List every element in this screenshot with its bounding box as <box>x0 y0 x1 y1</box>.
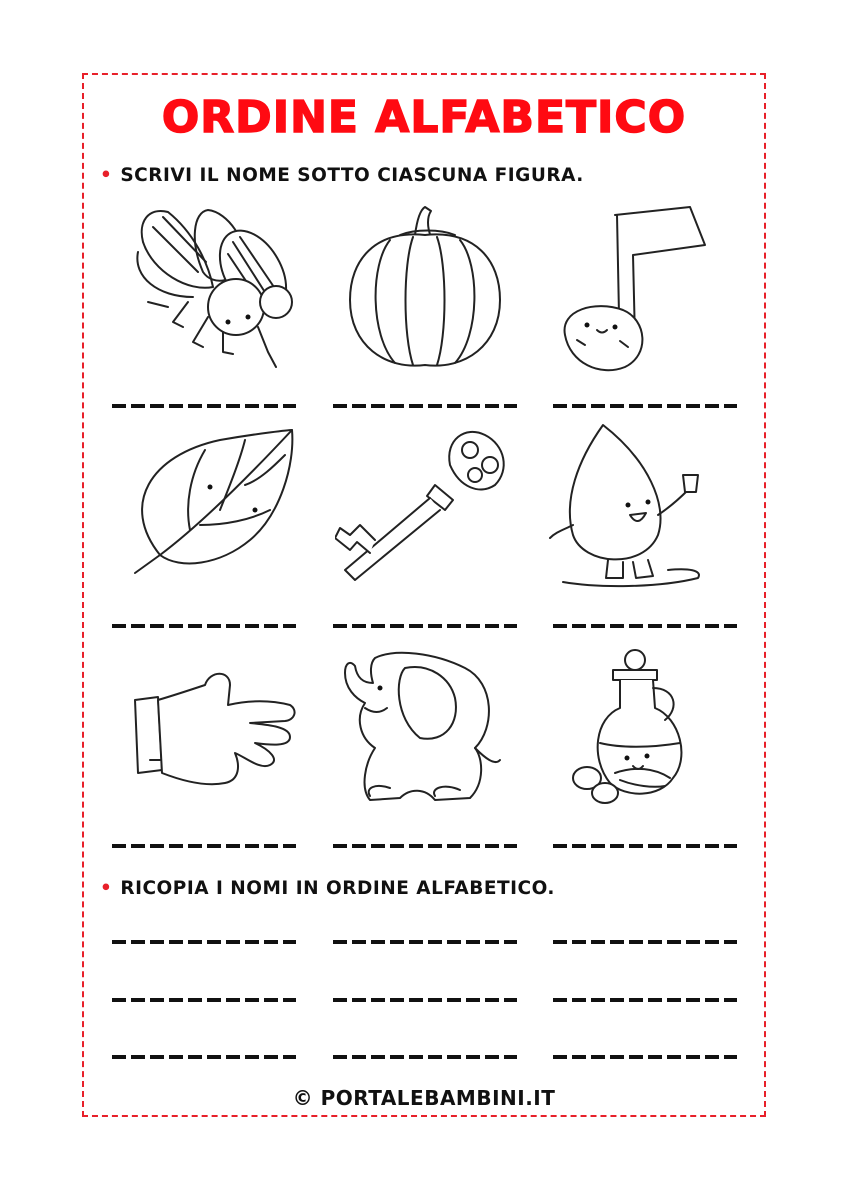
music-note-icon <box>555 205 715 375</box>
elephant-icon <box>335 648 505 808</box>
answer-line[interactable] <box>553 844 737 848</box>
water-drop-icon <box>548 420 723 590</box>
instruction-alphabetical-order <box>100 878 555 899</box>
bullet: • <box>100 165 113 186</box>
footer-copyright: © PORTALEBAMBINI.IT <box>292 1086 556 1110</box>
answer-line[interactable] <box>112 998 296 1002</box>
hand-icon <box>130 665 300 795</box>
key-icon <box>335 420 515 590</box>
answer-line[interactable] <box>333 624 517 628</box>
answer-line[interactable] <box>112 940 296 944</box>
instruction-text: SCRIVI IL NOME SOTTO CIASCUNA FIGURA. <box>120 165 584 186</box>
answer-line[interactable] <box>333 940 517 944</box>
bullet: • <box>100 878 113 899</box>
answer-line[interactable] <box>553 624 737 628</box>
answer-line[interactable] <box>333 1055 517 1059</box>
answer-line[interactable] <box>553 404 737 408</box>
answer-line[interactable] <box>112 404 296 408</box>
answer-line[interactable] <box>333 844 517 848</box>
page-title: ORDINE ALFABETICO <box>161 92 687 143</box>
answer-line[interactable] <box>553 998 737 1002</box>
leaf-icon <box>130 425 305 580</box>
bee-icon <box>128 202 303 382</box>
olive-oil-bottle-icon <box>565 648 705 808</box>
answer-line[interactable] <box>112 844 296 848</box>
instruction-text: RICOPIA I NOMI IN ORDINE ALFABETICO. <box>120 878 555 899</box>
answer-line[interactable] <box>553 940 737 944</box>
answer-line[interactable] <box>333 404 517 408</box>
answer-line[interactable] <box>553 1055 737 1059</box>
answer-line[interactable] <box>112 1055 296 1059</box>
answer-line[interactable] <box>112 624 296 628</box>
instruction-write-names <box>100 165 584 186</box>
answer-line[interactable] <box>333 998 517 1002</box>
pumpkin-icon <box>345 205 505 375</box>
